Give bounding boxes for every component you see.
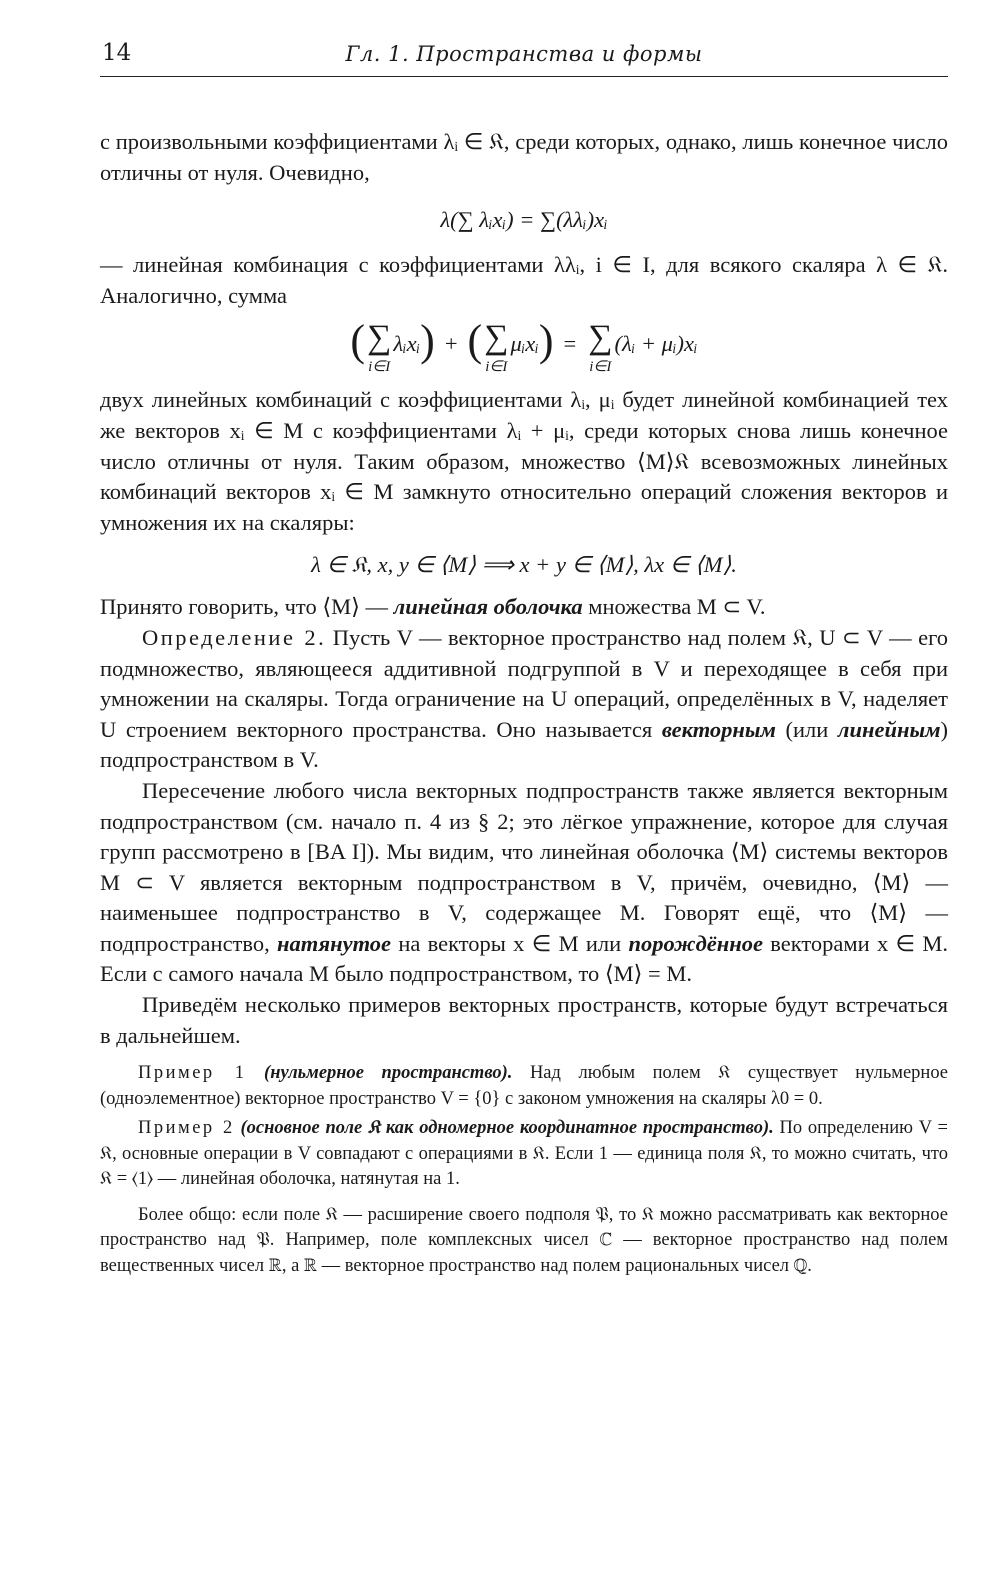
running-title: Гл. 1. Пространства и формы [345, 42, 703, 66]
close-paren: ) [420, 316, 435, 366]
page-number: 14 [102, 40, 132, 66]
book-page [100, 38, 948, 1279]
example-2: Пример 2 (основное поле 𝔎 как одномерное координатное пространство). По определению V = 𝔎, основные операции в V совпадают с операциями в 𝔎. Если 1 — единица поля 𝔎, то можно считать, что 𝔎 = ⟨1⟩ — линейная оболочка, натянутая на 1. [100, 1118, 948, 1190]
term-vector: векторным [661, 716, 776, 742]
paragraph-1: с произвольными коэффициентами λᵢ ∈ 𝔎, среди которых, однако, лишь конечное число отличны от нуля. Очевидно, [100, 129, 948, 185]
term-2: μᵢxᵢ [510, 331, 539, 357]
term-generated: порождённое [628, 930, 763, 956]
term-linear: линейным [837, 716, 941, 742]
formula-sum-of-combinations [100, 311, 948, 385]
open-paren: ( [350, 316, 366, 366]
paragraph-4: Принято говорить, что ⟨M⟩ — линейная оболочка множества M ⊂ V. [100, 594, 766, 620]
term-1: λᵢxᵢ [393, 331, 421, 357]
open-paren: ( [467, 316, 483, 366]
example-2-title: (основное поле 𝔎 как одномерное координатное пространство). [240, 1118, 774, 1139]
term-spanned: натянутое [277, 930, 392, 956]
sum-operator-1: ∑ i∈I [367, 319, 392, 376]
paragraph-7: Более общо: если поле 𝔎 — расширение своего подполя 𝔓, то 𝔎 можно рассматривать как векторное пространство над 𝔓. Например, поле комплексных чисел ℂ — векторное пространство над полем вещественных чисел ℝ, а ℝ — векторное пространство над полем рациональных чисел ℚ. [100, 1204, 948, 1276]
formula-scalar-multiplication: λ(∑ λᵢxᵢ) = ∑(λλᵢ)xᵢ [440, 207, 608, 233]
running-header [100, 38, 948, 77]
example-1-label: Пример 1 [138, 1063, 247, 1084]
sum-operator-2: ∑ i∈I [484, 319, 509, 376]
paragraph-3: двух линейных комбинаций с коэффициентами λᵢ, μᵢ будет линейной комбинацией тех же векторов xᵢ ∈ M с коэффициентами λᵢ + μᵢ, среди которых снова лишь конечное число отличны от нуля. Таким образом, множество ⟨M⟩𝔎 всевозможных линейных комбинаций векторов xᵢ ∈ M замкнуто относительно операций сложения векторов и умножения их на скаляры: [100, 387, 948, 535]
main-text [100, 127, 948, 1279]
paragraph-6: Приведём несколько примеров векторных пространств, которые будут встречаться в дальнейшем. [100, 992, 948, 1048]
paragraph-5: Пересечение любого числа векторных подпространств также является векторным подпространством (см. начало п. 4 из § 2; это лёгкое упражнение, которое для случая групп рассмотрено в [BA I]). Мы видим, что линейная оболочка ⟨M⟩ системы векторов M ⊂ V является векторным подпространством в V, причём, очевидно, ⟨M⟩ — наименьшее подпространство в V, содержащее M. Говорят ещё, что ⟨M⟩ — подпространство, натянутое на векторы x ∈ M или порождённое векторами x ∈ M. Если с самого начала M было подпространством, то ⟨M⟩ = M. [100, 777, 948, 987]
sum-operator-3: ∑ i∈I [588, 319, 613, 376]
term-linear-span: линейная оболочка [393, 594, 583, 620]
formula-closure: λ ∈ 𝔎, x, y ∈ ⟨M⟩ ⟹ x + y ∈ ⟨M⟩, λx ∈ ⟨M⟩. [311, 552, 737, 578]
example-1: Пример 1 (нульмерное пространство). Над любым полем 𝔎 существует нульмерное (одноэлементное) векторное пространство V = {0} с законом умножения на скаляры λ0 = 0. [100, 1063, 949, 1109]
close-paren: ) [538, 316, 554, 366]
paragraph-2: — линейная комбинация с коэффициентами λλᵢ, i ∈ I, для всякого скаляра λ ∈ 𝔎. Аналогично, сумма [100, 252, 948, 308]
term-3: (λᵢ + μᵢ)xᵢ [614, 331, 698, 357]
definition-label: Определение 2. [142, 624, 327, 650]
equals-sign: = [563, 331, 577, 357]
definition-2: Определение 2. Пусть V — векторное пространство над полем 𝔎, U ⊂ V — его подмножество, являющееся аддитивной подгруппой в V и переходящее в себя при умножении на скаляры. Тогда ограничение на U операций, определённых в V, наделяет U строением векторного пространства. Оно называется векторным (или линейным) подпространством в V. [100, 624, 948, 773]
example-1-title: (нульмерное пространство). [264, 1063, 513, 1084]
example-2-label: Пример 2 [138, 1118, 235, 1139]
plus-sign: + [444, 331, 458, 357]
